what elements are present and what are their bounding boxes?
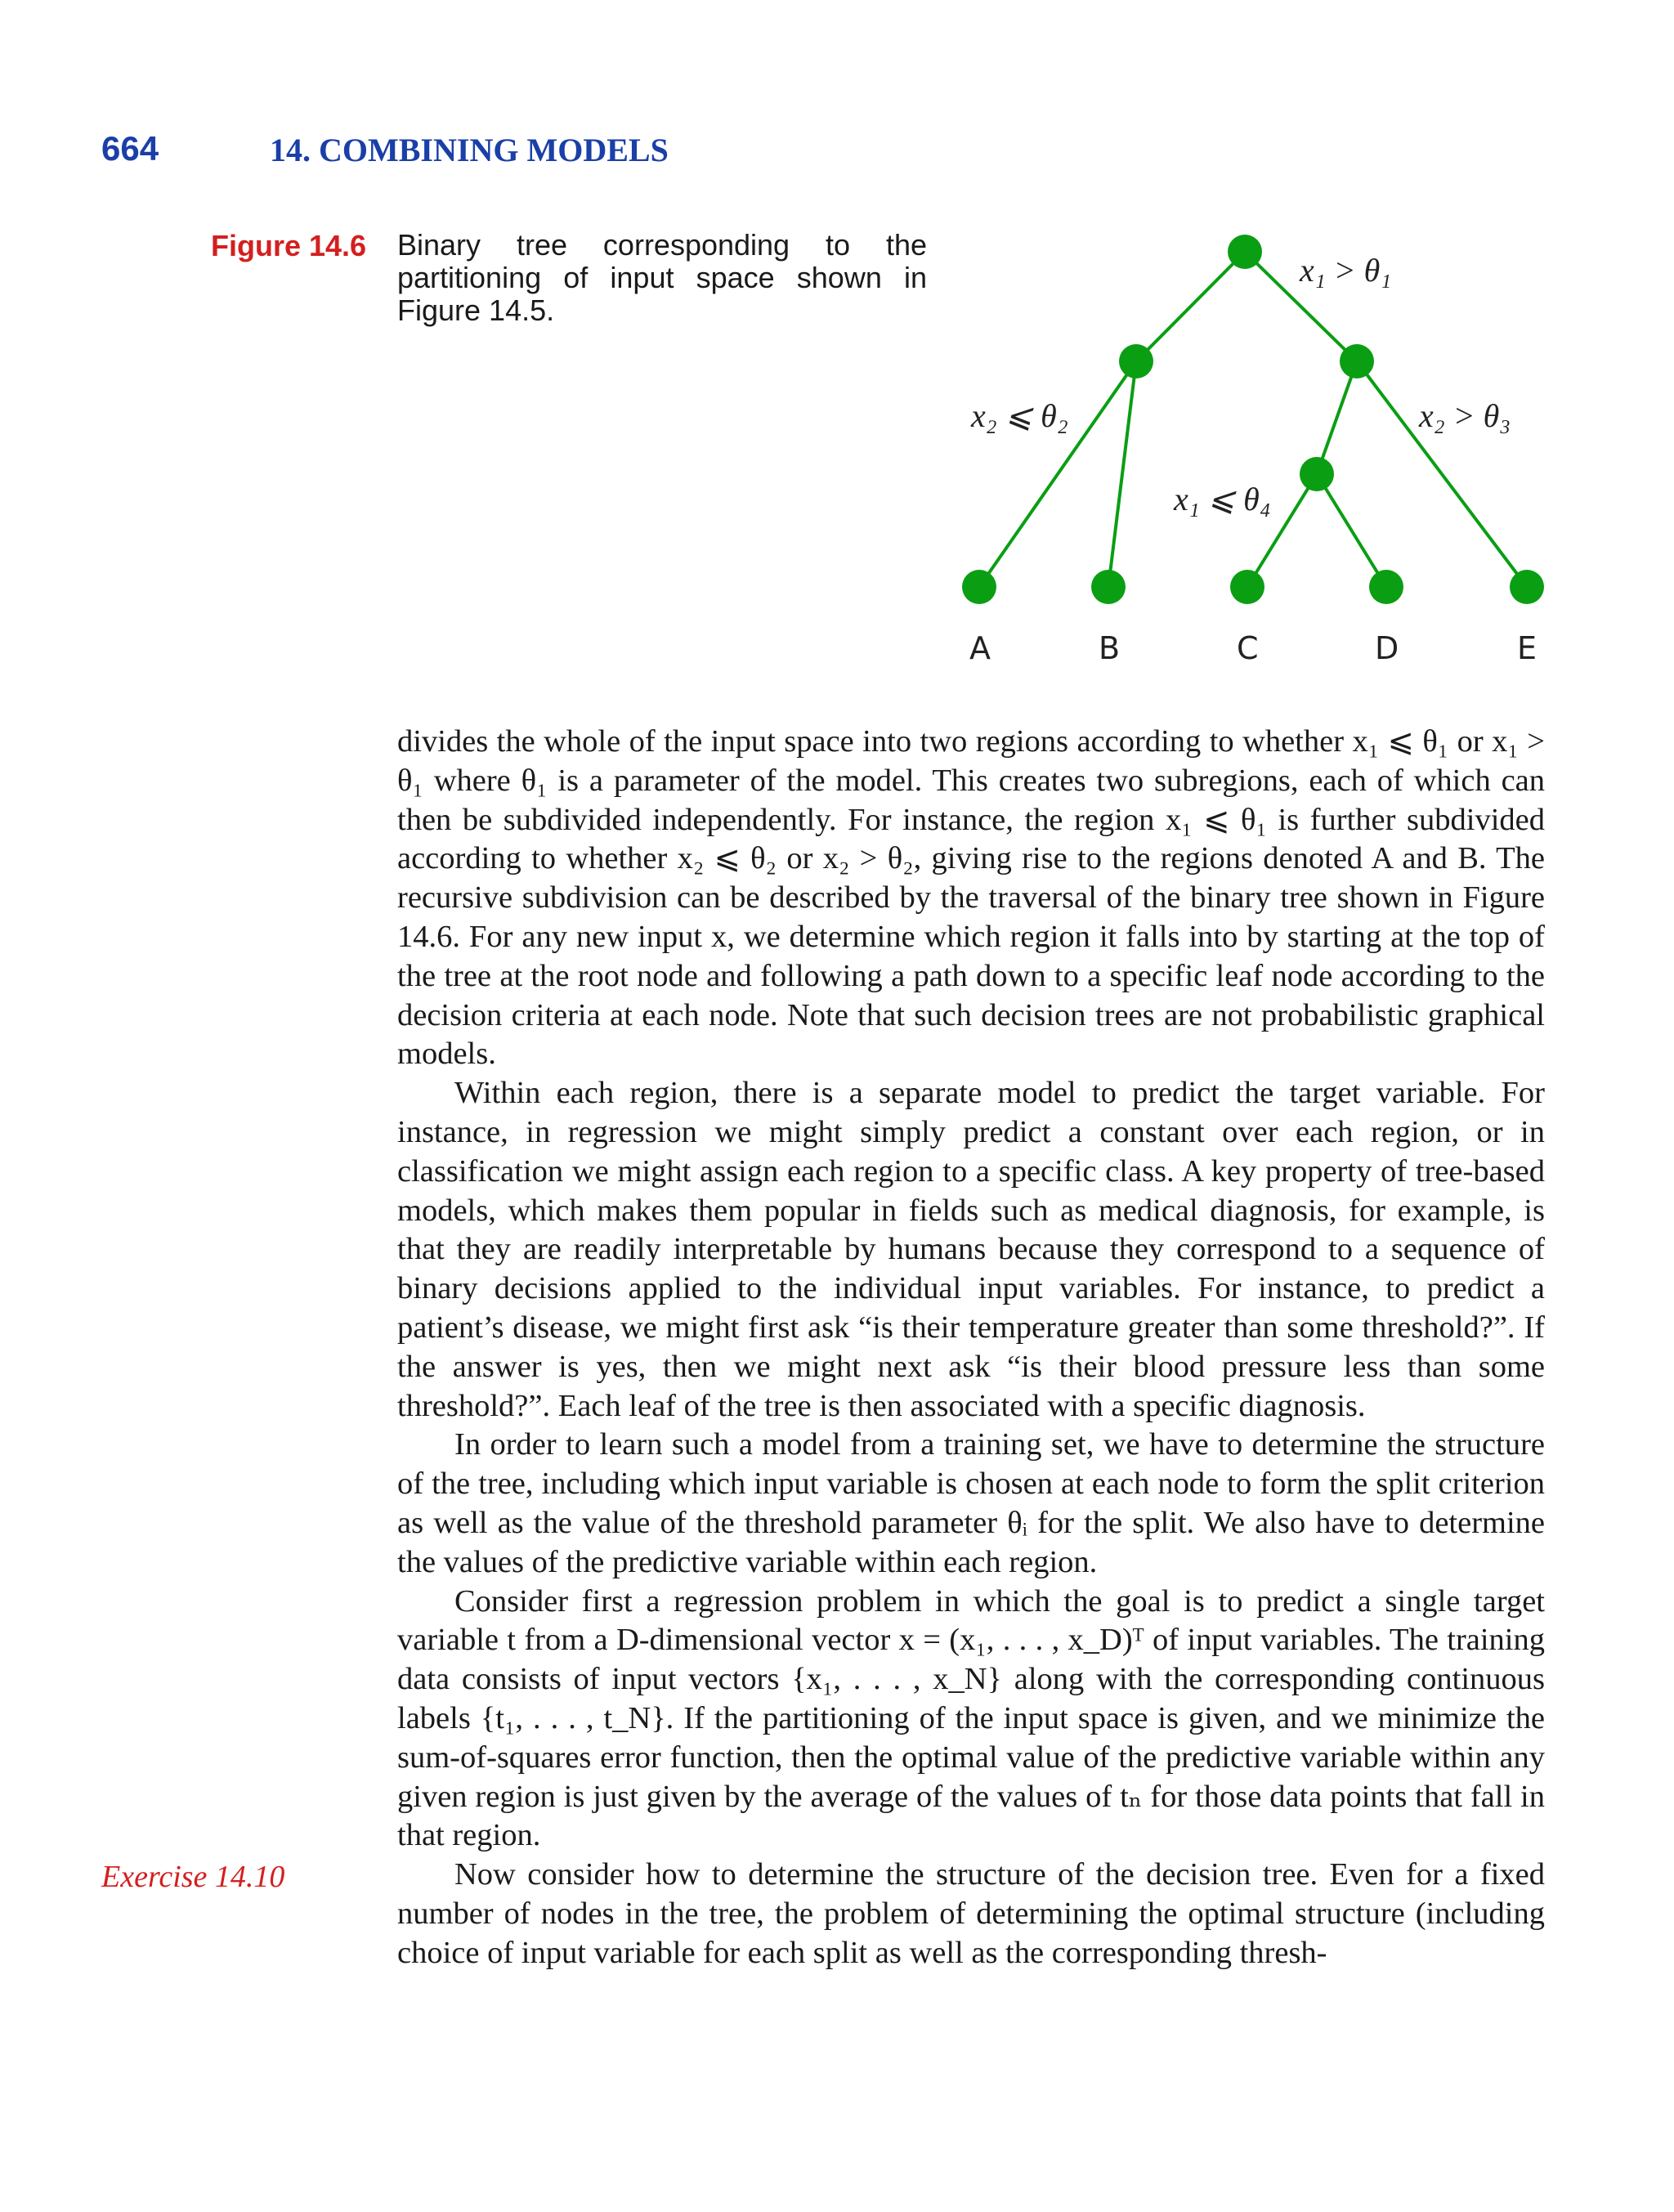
running-head: 14. COMBINING MODELS — [270, 132, 669, 168]
node-leaf-b — [1091, 570, 1126, 604]
node-right — [1340, 344, 1374, 378]
exercise-margin-note: Exercise 14.10 — [101, 1860, 285, 1894]
node-leaf-e — [1510, 570, 1544, 604]
leaf-label-b: B — [1099, 630, 1121, 666]
tree-diagram — [899, 213, 1586, 687]
edge-right-mid — [1317, 361, 1357, 474]
figure-caption: Binary tree corresponding to the partitioning of input space shown in Figure 14.5. — [397, 228, 927, 327]
leaf-label-c: C — [1237, 630, 1259, 666]
body-text — [397, 723, 1545, 1973]
page-number: 664 — [101, 129, 159, 168]
leaf-label-d: D — [1375, 630, 1399, 666]
decision-tree-figure — [899, 213, 1586, 691]
paragraph-4: Consider first a regression problem in which the goal is to predict a single target variable t from a D-dimensional vector x = (x₁, . . . , x_D)ᵀ of input variables. The training data consists of input vectors {x₁, . . . , x_N} along with the corresponding continuous labels {t₁, . . . , t_N}. If the partitioning of the input space is given, and we minimize the sum-of-squares error function, then the optimal value of the predictive variable within any given region is just given by the average of the values of tₙ for those data points that fall in that region. — [397, 1583, 1545, 1853]
edge-label-root-right: x₁ > θ₁ — [1300, 252, 1392, 289]
edge-label-mid-left: x₁ ⩽ θ₄ — [1174, 481, 1271, 517]
edge-mid-d — [1317, 474, 1386, 587]
leaf-label-a: A — [969, 630, 991, 666]
edge-label-left-left: x₂ ⩽ θ₂ — [971, 397, 1068, 434]
paragraph-3: In order to learn such a model from a training set, we have to determine the structure of the tree, including which input variable is chosen at each node to form the split criterion as well as the value of the threshold parameter θᵢ for the split. We also have to determine the values of the predictive variable within each region. — [397, 1427, 1545, 1579]
node-left — [1119, 344, 1153, 378]
node-leaf-a — [962, 570, 996, 604]
node-leaf-c — [1230, 570, 1264, 604]
edge-label-right-right: x₂ > θ₃ — [1419, 397, 1511, 434]
figure-label: Figure 14.6 — [211, 229, 367, 262]
paragraph-1: divides the whole of the input space into two regions according to whether x₁ ⩽ θ₁ or x₁ > θ₁ where θ₁ is a parameter of the model. This creates two subregions, each of which can then be subdivided independently. For instance, the region x₁ ⩽ θ₁ is further subdivided according to whether x₂ ⩽ θ₂ or x₂ > θ₂, giving rise to the regions denoted A and B. The recursive subdivision can be described by the traversal of the binary tree shown in Figure 14.6. For any new input x, we determine which region it falls into by starting at the top of the tree at the root node and following a path down to a specific leaf node according to the decision criteria at each node. Note that such decision trees are not probabilistic graphical models. — [397, 724, 1545, 1072]
edge-root-left — [1136, 252, 1245, 361]
node-root — [1228, 235, 1262, 269]
node-leaf-d — [1369, 570, 1403, 604]
paragraph-5: Now consider how to determine the structure of the decision tree. Even for a fixed number of nodes in the tree, the problem of determining the optimal structure (including choice of input variable for each split as well as the corresponding thresh- — [397, 1857, 1545, 1970]
edge-right-e — [1357, 361, 1527, 587]
node-mid — [1300, 457, 1334, 491]
leaf-label-e: E — [1517, 630, 1537, 666]
paragraph-2: Within each region, there is a separate model to predict the target variable. For instance, in regression we might simply predict a constant over each region, or in classification we might assign each region to a specific class. A key property of tree-based models, which makes them popular in fields such as medical diagnosis, for example, is that they are readily interpretable by humans because they correspond to a sequence of binary decisions applied to the individual input variables. For instance, to predict a patient’s disease, we might first ask “is their temperature greater than some threshold?”. If the answer is yes, then we might next ask “is their blood pressure less than some threshold?”. Each leaf of the tree is then associated with a specific diagnosis. — [397, 1076, 1545, 1423]
